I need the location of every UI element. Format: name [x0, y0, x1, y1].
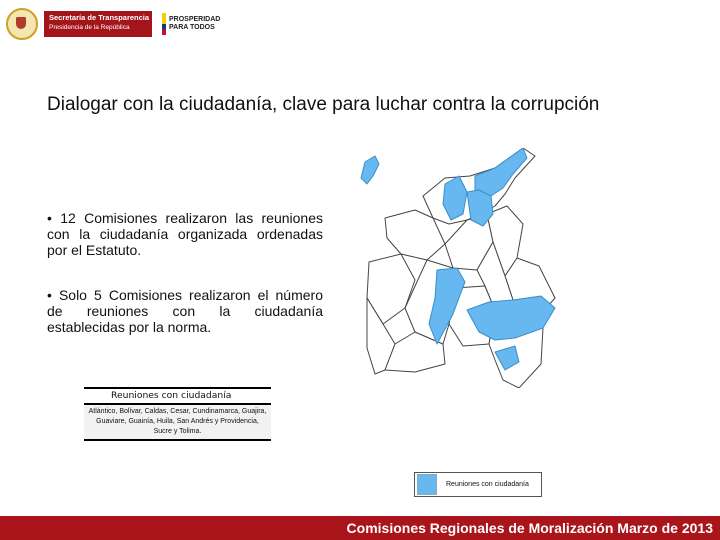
flag-stripe-icon [162, 13, 166, 35]
ministry-name: Secretaría de Transparencia [49, 13, 150, 22]
map-legend [414, 472, 542, 497]
ministry-subtitle: Presidencia de la República [49, 24, 130, 31]
table-header: Reuniones con ciudadanía [84, 389, 271, 405]
ministry-logo [44, 11, 152, 37]
legend-label: Reuniones con ciudadanía [446, 481, 529, 488]
coat-of-arms-icon [6, 8, 38, 40]
prosperidad-logo [162, 13, 220, 35]
footer-bar [0, 516, 720, 540]
bullet-1: • 12 Comisiones realizaron las reuniones con la ciudadanía organizada ordenadas por el Estatuto. [47, 210, 323, 258]
departments-table [84, 387, 271, 441]
slogan-line-2: PARA TODOS [169, 24, 215, 31]
colombia-map [345, 148, 561, 388]
slogan-line-1: PROSPERIDAD [169, 16, 221, 23]
bullet-2: • Solo 5 Comisiones realizaron el número de reuniones con la ciudadanía establecidas por la norma. [47, 287, 323, 335]
header-logos [6, 8, 220, 40]
table-cell: Atlántico, Bolívar, Caldas, Cesar, Cundinamarca, Guajira, Guaviare, Guainía, Huila, San Andrés y Providencia, Sucre y Tolima. [84, 405, 271, 439]
highlighted-department [361, 156, 379, 184]
slide-title: Dialogar con la ciudadanía, clave para luchar contra la corrupción [47, 94, 600, 115]
footer-text: Comisiones Regionales de Moralización Marzo de 2013 [346, 520, 713, 536]
legend-swatch [417, 474, 437, 495]
